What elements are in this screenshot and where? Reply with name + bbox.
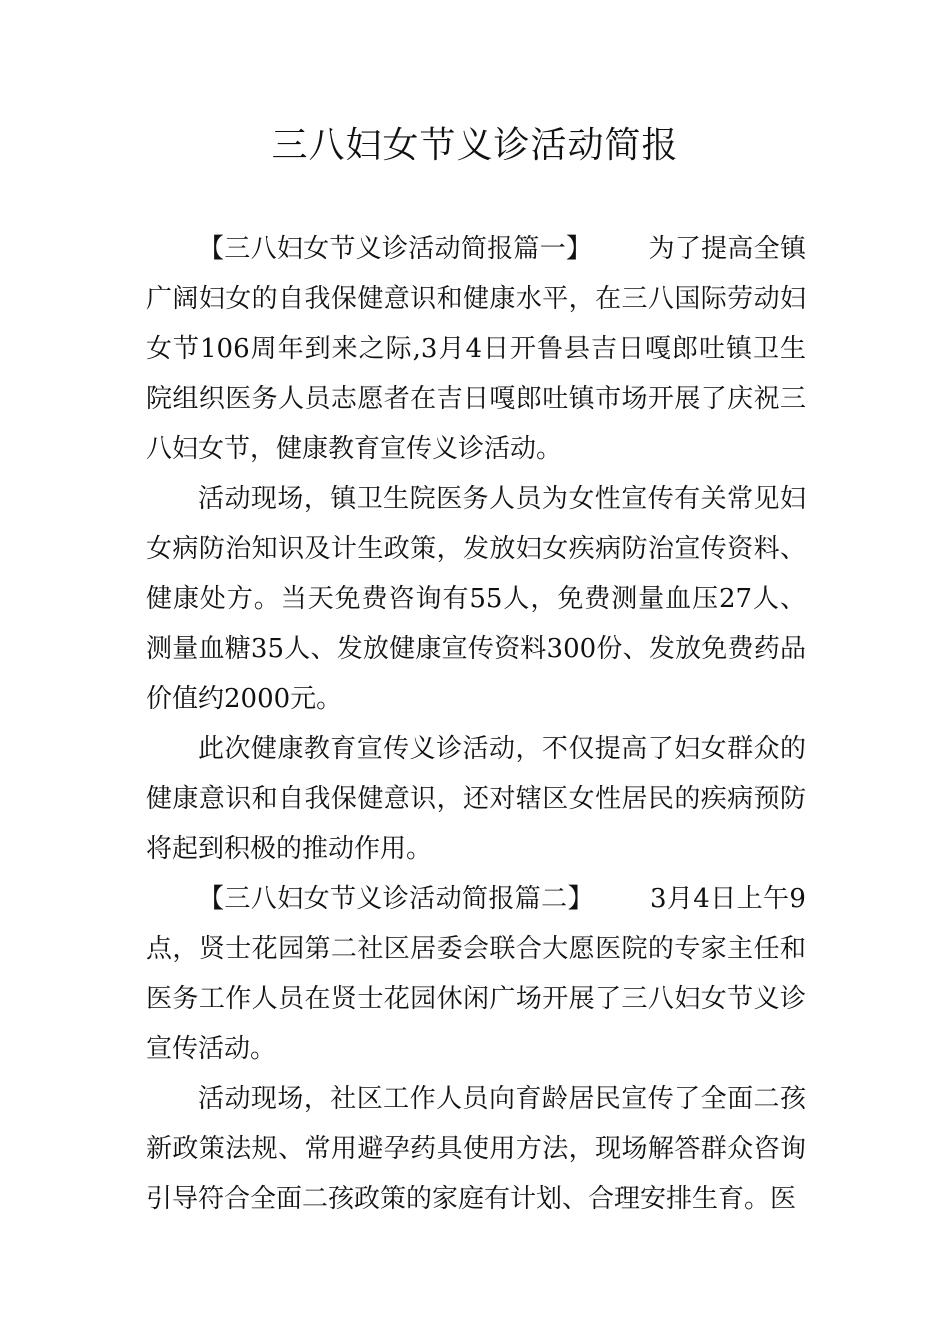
paragraph-5 xyxy=(146,1074,806,1224)
section-heading-2: 【三八妇女节义诊活动简报篇二】 xyxy=(198,884,594,914)
paragraph-2-text: 活动现场，镇卫生院医务人员为女性宣传有关常见妇女病防治知识及计生政策，发放妇女疾病防治宣传资料、健康处方。当天免费咨询有55人，免费测量血压27人、测量血糖35人、发放健康宣传资料300份、发放免费药品价值约2000元。 xyxy=(146,484,806,714)
document-body xyxy=(146,224,806,1224)
paragraph-3-text: 此次健康教育宣传义诊活动，不仅提高了妇女群众的健康意识和自我保健意识，还对辖区女性居民的疾病预防将起到积极的推动作用。 xyxy=(146,734,806,864)
document-title: 三八妇女节义诊活动简报 xyxy=(271,125,679,166)
paragraph-1-text: 为了提高全镇广阔妇女的自我保健意识和健康水平，在三八国际劳动妇女节106周年到来之际,3月4日开鲁县吉日嘎郎吐镇卫生院组织医务人员志愿者在吉日嘎郎吐镇市场开展了庆祝三八妇女节，健康教育宣传义诊活动。 xyxy=(146,234,806,464)
paragraph-4-text: 3月4日上午9点，贤士花园第二社区居委会联合大愿医院的专家主任和医务工作人员在贤士花园休闲广场开展了三八妇女节义诊宣传活动。 xyxy=(146,884,806,1064)
paragraph-5-text: 活动现场，社区工作人员向育龄居民宣传了全面二孩新政策法规、常用避孕药具使用方法，现场解答群众咨询引导符合全面二孩政策的家庭有计划、合理安排生育。医 xyxy=(146,1084,806,1214)
paragraph-1 xyxy=(146,224,806,474)
paragraph-2 xyxy=(146,474,806,724)
section-heading-1: 【三八妇女节义诊活动简报篇一】 xyxy=(198,234,593,264)
paragraph-4 xyxy=(146,874,806,1074)
paragraph-3 xyxy=(146,724,806,874)
